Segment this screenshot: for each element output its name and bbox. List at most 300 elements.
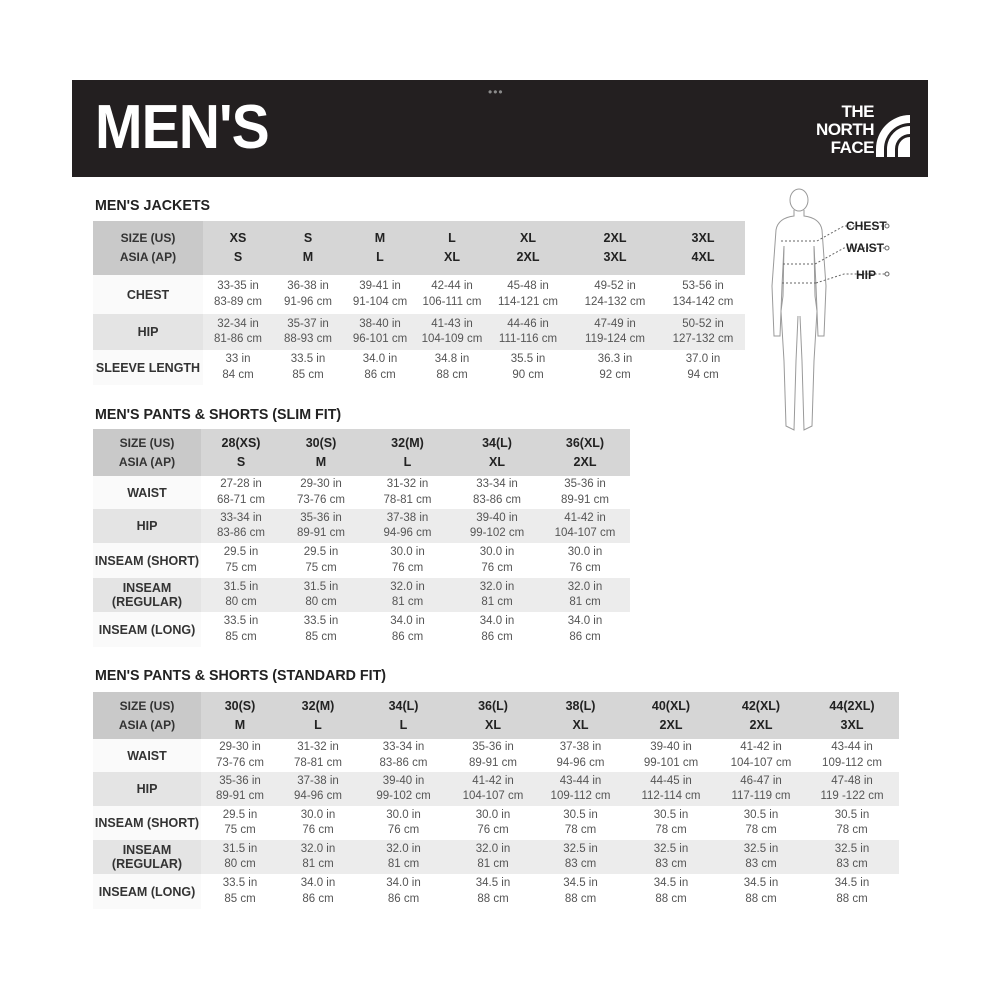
inch-value: 32.0 in xyxy=(386,842,421,855)
inch-value: 30.0 in xyxy=(386,808,421,821)
logo-wordmark xyxy=(792,103,874,157)
size-us: 32(M) xyxy=(301,698,335,713)
cm-value: 90 cm xyxy=(512,368,544,381)
size-us: 36(XL) xyxy=(565,435,605,450)
cm-value: 83-86 cm xyxy=(473,493,521,506)
cm-value: 127-132 cm xyxy=(672,333,734,345)
size-us: 2XL xyxy=(603,231,627,245)
inch-value: 41-42 in xyxy=(472,774,514,787)
row-label: INSEAM (REGULAR) xyxy=(93,840,201,874)
measurement-cell xyxy=(279,874,357,909)
header-row xyxy=(93,429,630,476)
cm-value: 86 cm xyxy=(391,630,424,643)
inch-value: 30.0 in xyxy=(390,546,425,558)
size-us: XL xyxy=(520,231,536,245)
measurement-cell xyxy=(625,874,717,909)
measurement-cell xyxy=(357,840,450,874)
size-column-header xyxy=(201,429,281,476)
cm-value: 91-96 cm xyxy=(284,295,332,308)
measurement-cell xyxy=(201,476,281,509)
measurement-cell xyxy=(203,275,273,314)
cm-value: 85 cm xyxy=(305,630,337,643)
size-column-header xyxy=(203,221,273,275)
size-us: 40(XL) xyxy=(651,698,691,713)
inch-value: 31.5 in xyxy=(222,842,258,855)
measurement-cell xyxy=(536,806,625,840)
inch-value: 33.5 in xyxy=(222,877,258,889)
inch-value: 30.5 in xyxy=(743,808,779,821)
inch-value: 37-38 in xyxy=(297,774,339,787)
measurement-cell xyxy=(717,874,805,909)
inch-value: 30.5 in xyxy=(563,808,598,821)
logo-line: THE xyxy=(841,102,874,121)
measurement-cell xyxy=(201,612,281,647)
cm-value: 78 cm xyxy=(836,824,868,836)
measurement-cell xyxy=(201,509,281,543)
inch-value: 35-36 in xyxy=(564,478,606,490)
measurement-cell xyxy=(343,275,417,314)
cm-value: 99-102 cm xyxy=(469,527,525,539)
inch-value: 30.5 in xyxy=(834,808,870,821)
measurement-cell xyxy=(450,806,536,840)
size-ap: M xyxy=(302,250,314,264)
inch-value: 29-30 in xyxy=(219,741,261,753)
inch-value: 43-44 in xyxy=(559,774,602,787)
cm-value: 104-107 cm xyxy=(730,756,792,769)
measurement-cell xyxy=(361,476,454,509)
inch-value: 46-47 in xyxy=(740,774,782,787)
cm-value: 83 cm xyxy=(745,858,777,870)
half-dome-icon xyxy=(874,105,910,157)
section-title-standard-fit: MEN'S PANTS & SHORTS (STANDARD FIT) xyxy=(95,667,387,684)
measurement-cell xyxy=(625,739,717,772)
size-ap: 2XL xyxy=(516,250,540,264)
size-ap: 3XL xyxy=(840,717,864,732)
size-us: 36(L) xyxy=(478,698,508,713)
size-column-header xyxy=(450,692,536,739)
inch-value: 32.5 in xyxy=(653,842,689,855)
cm-value: 76 cm xyxy=(387,824,420,836)
measurement-cell xyxy=(357,772,450,806)
size-column-header xyxy=(357,692,450,739)
size-ap: L xyxy=(376,250,384,264)
cm-value: 80 cm xyxy=(305,596,337,608)
size-column-header xyxy=(717,692,805,739)
cm-value: 117-119 cm xyxy=(731,790,791,802)
size-us: L xyxy=(448,231,456,245)
inch-value: 33.5 in xyxy=(223,615,259,627)
measurement-cell xyxy=(454,543,540,578)
header-label-line: SIZE (US) xyxy=(120,231,176,245)
inch-value: 32.0 in xyxy=(479,580,515,593)
header-label xyxy=(93,692,201,739)
row-label: WAIST xyxy=(93,476,201,509)
inch-value: 30.5 in xyxy=(653,808,689,821)
inch-value: 35-36 in xyxy=(472,741,514,753)
cm-value: 81 cm xyxy=(477,858,509,870)
table-row xyxy=(93,874,899,909)
inch-value: 34.5 in xyxy=(475,877,511,889)
inch-value: 34.0 in xyxy=(567,615,603,627)
size-us: 34(L) xyxy=(388,698,419,713)
cm-value: 89-91 cm xyxy=(297,527,345,539)
measurement-cell xyxy=(625,840,717,874)
cm-value: 88 cm xyxy=(745,892,777,905)
cm-value: 68-71 cm xyxy=(217,493,265,506)
size-column-header xyxy=(201,692,279,739)
cm-value: 89-91 cm xyxy=(469,756,517,769)
measurement-cell xyxy=(357,739,450,772)
measurement-cell xyxy=(805,772,899,806)
cm-value: 119-124 cm xyxy=(585,333,645,345)
size-us: 38(L) xyxy=(565,698,596,713)
inch-value: 30.0 in xyxy=(479,546,515,558)
inch-value: 35-36 in xyxy=(300,511,342,524)
figure-label-chest: CHEST xyxy=(846,219,887,233)
cm-value: 86 cm xyxy=(364,368,396,381)
cm-value: 86 cm xyxy=(302,892,334,905)
header-label xyxy=(93,221,203,275)
measurement-cell xyxy=(201,543,281,578)
size-ap: S xyxy=(236,454,246,469)
size-ap: M xyxy=(234,717,246,732)
inch-value: 34.0 in xyxy=(479,615,515,627)
inch-value: 30.0 in xyxy=(300,808,336,821)
inch-value: 43-44 in xyxy=(831,741,873,753)
measurement-cell xyxy=(536,739,625,772)
cm-value: 81 cm xyxy=(391,596,424,608)
inch-value: 29.5 in xyxy=(223,546,259,558)
measurement-cell xyxy=(361,578,454,612)
cm-value: 83 cm xyxy=(836,858,868,870)
measurement-cell xyxy=(536,874,625,909)
cm-value: 111-116 cm xyxy=(498,333,558,345)
table-row xyxy=(93,275,745,314)
inch-value: 41-43 in xyxy=(431,317,473,330)
header-label xyxy=(93,429,201,476)
table-row xyxy=(93,772,899,806)
measurement-cell xyxy=(201,806,279,840)
cm-value: 81 cm xyxy=(569,596,601,608)
table-row xyxy=(93,314,745,350)
table-row xyxy=(93,578,630,612)
measurement-cell xyxy=(717,772,805,806)
measurement-cell xyxy=(201,840,279,874)
measurement-cell xyxy=(625,772,717,806)
size-ap: XL xyxy=(489,454,505,469)
size-us: 30(S) xyxy=(224,698,256,713)
inch-value: 32.5 in xyxy=(834,842,870,855)
measurement-cell xyxy=(361,509,454,543)
cm-value: 89-91 cm xyxy=(216,790,264,802)
inch-value: 30.0 in xyxy=(567,546,603,558)
row-label: INSEAM (LONG) xyxy=(93,612,201,647)
size-column-header xyxy=(454,429,540,476)
cm-value: 104-107 cm xyxy=(462,790,524,802)
measurement-cell xyxy=(417,275,487,314)
measurement-cell xyxy=(201,578,281,612)
table-row xyxy=(93,739,899,772)
size-ap: XL xyxy=(444,250,460,264)
row-label: SLEEVE LENGTH xyxy=(93,350,203,385)
size-column-header xyxy=(279,692,357,739)
inch-value: 35.5 in xyxy=(510,353,546,365)
section-title-slim-fit: MEN'S PANTS & SHORTS (SLIM FIT) xyxy=(95,406,342,423)
table-row xyxy=(93,509,630,543)
inch-value: 34.5 in xyxy=(743,877,779,889)
cm-value: 85 cm xyxy=(225,630,257,643)
size-us: S xyxy=(303,231,313,245)
row-label: HIP xyxy=(93,314,203,350)
measurement-cell xyxy=(661,350,745,385)
size-us: M xyxy=(374,231,386,245)
cm-value: 134-142 cm xyxy=(672,295,734,308)
inch-value: 33 in xyxy=(225,353,251,365)
measurement-cell xyxy=(450,874,536,909)
measurement-cell xyxy=(417,350,487,385)
row-label: INSEAM (REGULAR) xyxy=(93,578,201,612)
header-label-line: SIZE (US) xyxy=(119,435,175,450)
measurement-cell xyxy=(417,314,487,350)
inch-value: 31-32 in xyxy=(297,741,339,753)
measurement-cell xyxy=(203,350,273,385)
row-label: HIP xyxy=(93,509,201,543)
measurement-cell xyxy=(487,350,569,385)
inch-value: 32.5 in xyxy=(563,842,598,855)
cm-value: 83-89 cm xyxy=(214,295,262,308)
inch-value: 32.0 in xyxy=(390,580,425,593)
measurement-cell xyxy=(569,350,661,385)
measurement-cell xyxy=(540,578,630,612)
cm-value: 109-112 cm xyxy=(550,790,611,802)
row-label: CHEST xyxy=(93,275,203,314)
size-us: 32(M) xyxy=(391,435,424,450)
size-column-header xyxy=(540,429,630,476)
measurement-cell xyxy=(454,509,540,543)
measurement-cell xyxy=(454,578,540,612)
cm-value: 78-81 cm xyxy=(383,493,432,506)
table-row xyxy=(93,612,630,647)
size-us: 3XL xyxy=(691,231,715,245)
measurement-cell xyxy=(454,612,540,647)
measurement-cell xyxy=(536,840,625,874)
inch-value: 49-52 in xyxy=(594,280,636,292)
size-ap: L xyxy=(314,717,322,732)
measurement-cell xyxy=(203,314,273,350)
size-us: XS xyxy=(229,231,247,245)
size-ap: XL xyxy=(572,717,589,732)
measurement-cell xyxy=(279,840,357,874)
inch-value: 47-48 in xyxy=(831,774,873,787)
measurement-cell xyxy=(273,275,343,314)
figure-label-waist: WAIST xyxy=(846,241,884,255)
figure-label-hip: HIP xyxy=(856,268,877,282)
inch-value: 34.8 in xyxy=(434,353,470,365)
cm-value: 76 cm xyxy=(481,561,513,574)
measurement-cell xyxy=(273,314,343,350)
inch-value: 29-30 in xyxy=(300,478,342,490)
cm-value: 119 -122 cm xyxy=(820,790,884,802)
cm-value: 94-96 cm xyxy=(556,756,605,769)
measurement-cell xyxy=(487,275,569,314)
inch-value: 39-40 in xyxy=(476,511,518,524)
size-column-header xyxy=(536,692,625,739)
measurement-cell xyxy=(450,772,536,806)
cm-value: 91-104 cm xyxy=(352,295,408,308)
measurement-cell xyxy=(343,350,417,385)
inch-value: 41-42 in xyxy=(564,511,606,524)
cm-value: 88 cm xyxy=(655,892,687,905)
measurement-cell xyxy=(279,739,357,772)
measurement-cell xyxy=(569,314,661,350)
inch-value: 50-52 in xyxy=(682,317,724,330)
cm-value: 78 cm xyxy=(564,824,597,836)
size-column-header xyxy=(281,429,361,476)
inch-value: 35-37 in xyxy=(287,317,329,330)
measurement-cell xyxy=(450,840,536,874)
inch-value: 34.0 in xyxy=(390,615,425,627)
size-column-header xyxy=(361,429,454,476)
measurement-cell xyxy=(281,578,361,612)
table-row xyxy=(93,806,899,840)
inch-value: 34.0 in xyxy=(386,877,421,889)
cm-value: 76 cm xyxy=(477,824,509,836)
page-title: MEN'S xyxy=(95,93,269,162)
size-column-header xyxy=(487,221,569,275)
measurement-cell xyxy=(201,772,279,806)
inch-value: 39-40 in xyxy=(650,741,692,753)
size-ap: 2XL xyxy=(573,454,597,469)
size-table xyxy=(93,692,899,909)
measurement-cell xyxy=(357,806,450,840)
measurement-cell xyxy=(625,806,717,840)
size-table xyxy=(93,221,745,385)
inch-value: 33-34 in xyxy=(476,478,518,490)
cm-value: 99-101 cm xyxy=(643,756,699,769)
size-ap: L xyxy=(399,717,408,732)
measurement-cell xyxy=(540,612,630,647)
size-us: 30(S) xyxy=(305,435,337,450)
cm-value: 85 cm xyxy=(292,368,324,381)
more-options-icon[interactable]: ••• xyxy=(488,85,504,99)
header-label-line: SIZE (US) xyxy=(119,698,175,713)
size-ap: 3XL xyxy=(603,250,627,264)
cm-value: 75 cm xyxy=(224,824,256,836)
cm-value: 86 cm xyxy=(569,630,601,643)
measurement-cell xyxy=(357,874,450,909)
measurement-cell xyxy=(281,543,361,578)
inch-value: 29.5 in xyxy=(303,546,339,558)
measurement-cell xyxy=(454,476,540,509)
inch-value: 31.5 in xyxy=(223,580,259,593)
inch-value: 53-56 in xyxy=(682,280,724,292)
row-label: HIP xyxy=(93,772,201,806)
measurement-cell xyxy=(717,840,805,874)
size-ap: S xyxy=(233,250,243,264)
size-us: 42(XL) xyxy=(741,698,781,713)
size-table xyxy=(93,429,630,647)
inch-value: 33.5 in xyxy=(303,615,339,627)
cm-value: 109-112 cm xyxy=(822,756,882,769)
cm-value: 92 cm xyxy=(599,368,631,381)
measurement-cell xyxy=(805,874,899,909)
cm-value: 80 cm xyxy=(224,858,256,870)
inch-value: 44-46 in xyxy=(507,317,549,330)
measurement-cell xyxy=(540,509,630,543)
cm-value: 89-91 cm xyxy=(561,493,609,506)
header-label-line: ASIA (AP) xyxy=(119,250,177,264)
measurement-cell xyxy=(281,509,361,543)
measurement-cell xyxy=(279,772,357,806)
cm-value: 96-101 cm xyxy=(352,333,408,345)
size-column-header xyxy=(625,692,717,739)
cm-value: 88 cm xyxy=(436,368,468,381)
measurement-cell xyxy=(361,612,454,647)
size-us: 34(L) xyxy=(482,435,512,450)
cm-value: 81 cm xyxy=(302,858,334,870)
cm-value: 83 cm xyxy=(564,858,597,870)
cm-value: 104-109 cm xyxy=(421,333,483,345)
inch-value: 27-28 in xyxy=(220,478,262,490)
inch-value: 45-48 in xyxy=(507,280,549,292)
size-ap: XL xyxy=(485,717,501,732)
inch-value: 36-38 in xyxy=(287,280,329,292)
cm-value: 84 cm xyxy=(222,368,254,381)
size-column-header xyxy=(569,221,661,275)
cm-value: 86 cm xyxy=(387,892,420,905)
size-column-header xyxy=(417,221,487,275)
cm-value: 88 cm xyxy=(836,892,868,905)
measurement-cell xyxy=(450,739,536,772)
table-row xyxy=(93,840,899,874)
size-column-header xyxy=(661,221,745,275)
cm-value: 114-121 cm xyxy=(498,295,558,308)
measurement-cell xyxy=(201,739,279,772)
cm-value: 83-86 cm xyxy=(379,756,428,769)
row-label: INSEAM (LONG) xyxy=(93,874,201,909)
section-title-jackets: MEN'S JACKETS xyxy=(95,197,211,214)
measurement-cell xyxy=(717,739,805,772)
cm-value: 78 cm xyxy=(655,824,687,836)
size-column-header xyxy=(273,221,343,275)
cm-value: 73-76 cm xyxy=(297,493,345,506)
cm-value: 76 cm xyxy=(569,561,601,574)
inch-value: 32.0 in xyxy=(567,580,603,593)
measurement-cell xyxy=(661,314,745,350)
measurement-cell xyxy=(805,840,899,874)
size-ap: 4XL xyxy=(691,250,715,264)
cm-value: 94 cm xyxy=(687,368,719,381)
cm-value: 94-96 cm xyxy=(383,527,432,539)
row-label: INSEAM (SHORT) xyxy=(93,543,201,578)
size-ap: L xyxy=(403,454,412,469)
size-column-header xyxy=(805,692,899,739)
table-row xyxy=(93,543,630,578)
table-row xyxy=(93,476,630,509)
inch-value: 34.5 in xyxy=(834,877,870,889)
cm-value: 76 cm xyxy=(302,824,334,836)
size-column-header xyxy=(343,221,417,275)
inch-value: 37.0 in xyxy=(685,353,721,365)
inch-value: 39-41 in xyxy=(359,280,401,292)
measurement-cell xyxy=(201,874,279,909)
inch-value: 30.0 in xyxy=(475,808,511,821)
inch-value: 41-42 in xyxy=(740,741,782,753)
cm-value: 81 cm xyxy=(481,596,513,608)
inch-value: 29.5 in xyxy=(222,808,258,821)
inch-value: 31.5 in xyxy=(303,580,339,593)
measurement-cell xyxy=(805,806,899,840)
